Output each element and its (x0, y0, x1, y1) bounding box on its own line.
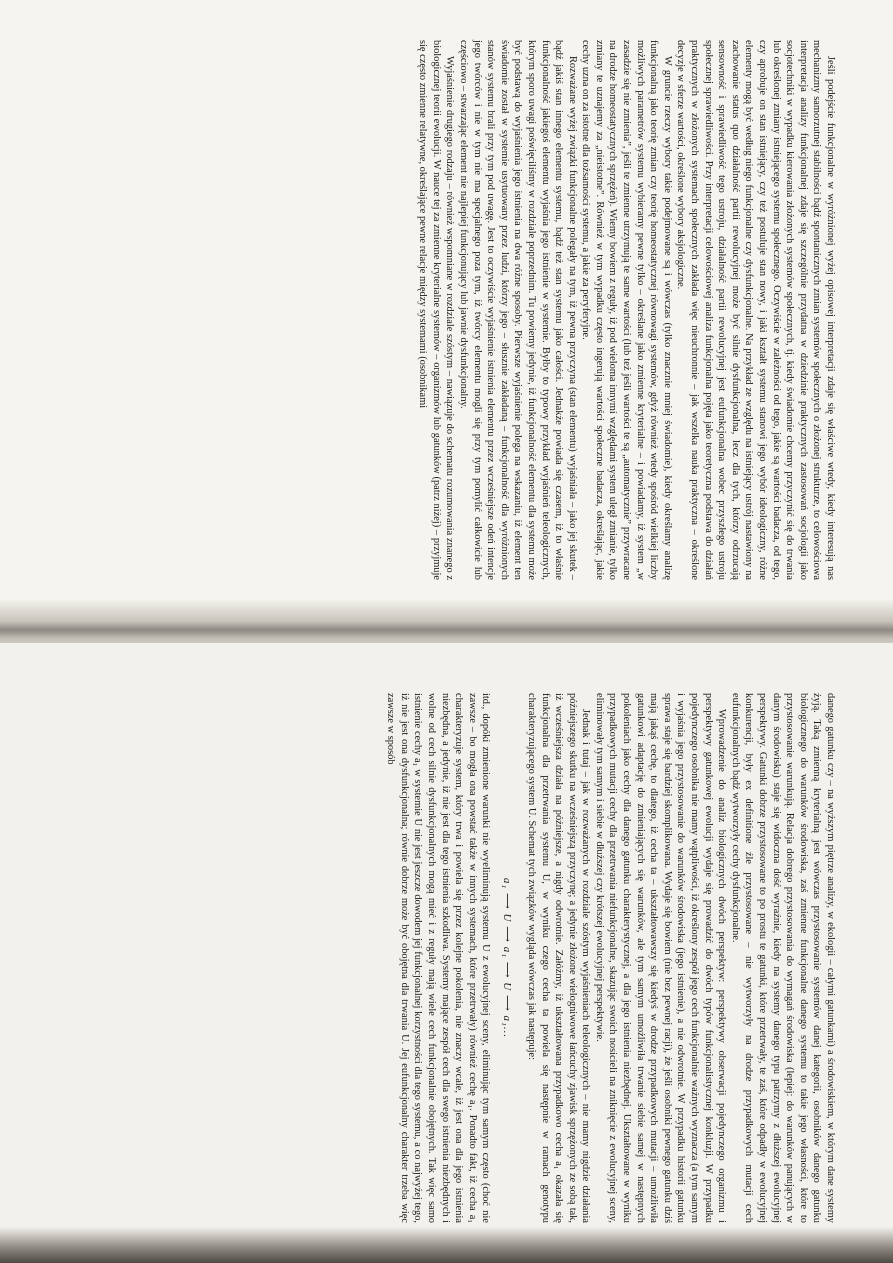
paragraph: Wyjaśnienie drugiego rodzaju – również wspomniane w rozdziale szóstym – nawiązuje do schematu rozumowania znanego z biologicznej teorii ewolucji. W nauce tej za zmienne kryterialne systemów – organizmów lub gatunków (patrz niżej) – przyjmuje się często zmienne relatywne, określające pewne relacje między systemami (osobnikami (417, 40, 456, 580)
paragraph: itd., dopóki zmienione warunki nie wyeliminują systemu U z ewolucyjnej sceny, eliminując tym samym często (choć nie zawsze – bo mogła ona powstać także w innych systemach, które przetrwały) również cechę a₁. Ponadto fakt, iż cecha a₁ charakteryzuje system, który trwa i powiela się przez kolejne pokolenia, nie znaczy wcale, iż jest ona dla jego istnienia niezbędna, a jedynie, iż nie jest dla tego istnienia szkodliwa. Systemy mające zespół cech dla swego istnienia niezbędnych i wolne od cech silnie dysfunkcjonalnych mogą mieć i z reguły mają wiele cech funkcjonalnie obojętnych. Tak więc samo istnienie cechy a₁ w systemie U nie jest jeszcze dowodem jej funkcjonalnej korzystności dla tego systemu, a co najwyżej tego, iż nie jest ona dysfunkcjonalna; równie dobrze może być obojętna dla trwania U. Jej eufunkcjonalny charakter trzeba więc zawsze w sposób (385, 693, 492, 1223)
paragraph: Jednak i tutaj – jak w rozważanych w rozdziale szóstym wyjaśnieniach teleologicznych – nie mamy nigdzie działania późniejszego skutku na wcześniejszą przyczynę; a jedynie złożone wielogniwowe łańcuchy zjawisk sprzężonych ze sobą tak, iż wcześniejsza działa na późniejsze, a nigdy odwrotnie. Załóżmy, iż ukształtowana przypadkowo cecha a₁ okazała się funkcjonalna dla przetrwania systemu U, w wyniku czego cecha ta powiela się następnie w ramach genotypu charakteryzującego system U. Schemat tych związków wygląda wówczas jak następuje: (525, 693, 592, 1223)
right-text-column (34, 693, 837, 1223)
page-edge-shadow (0, 1227, 893, 1263)
paragraph: Jeśli podejście funkcjonalne w wyróżnionej wyżej opisowej interpretacji zdaje się właściwe wtedy, kiedy interesują nas mechanizmy samorzutnej stabilności bądź spontanicznych zmian systemów społecznych o złożonej strukturze, to celowościowa interpretacja analizy funkcjonalnej zdaje się szczególnie przydatna w dziedzinie praktycznych zastosowań socjologii jako socjotechniki w wypadku kierowania złożonych systemów społecznych, tj. kiedy świadomie chcemy przyczynić się do trwania lub określonej zmiany istniejącego systemu społecznego. Oczywiście w zależności od tego, jakie są wartości badacza, od tego, czy aprobuje on stan istniejący, czy też postuluje stan nowy, i jaki kształt systemu stanowi jego wybór ideologiczny, różne elementy mogą być według niego funkcjonalne czy dysfunkcjonalne. Na przykład ze względu na istniejący ustrój nastawiony na zachowanie status quo działalność partii rewolucyjnej może być silnie dysfunkcjonalna, lecz dla tych, którzy odrzucają sensowność i sprawiedliwość tego ustroju, działalność partii rewolucyjnej jest eufunkcjonalna wobec przyszłego ustroju społecznej sprawiedliwości. Przy interpretacji celowościowej analiza funkcjonalna pojęta jako teoretyczna podstawa do działań praktycznych w złożonych systemach społecznych zakłada więc nieuchronnie – jak wszelka nauka praktyczna – określone decyzje w sferze wartości, określone wybory aksjologiczne. (675, 40, 836, 580)
paragraph: Rozważane wyżej związki funkcjonalne polegały na tym, iż pewna przyczyna (stan elementu) wyjaśniała – jako jej skutek – bądź jakiś stan innego elementu systemu, bądź też stan systemu jako całości. Jednakże powiada się czasem, iż to właśnie funkcjonalność jakiegoś elementu wyjaśnia jego istnienie w systemie. Byłby to typowy przykład wyjaśnień teleologicznych, którym sporo uwagi poświęciliśmy w rozdziale poprzednim. Tu powiemy jedynie, iż funkcjonalność elementu dla systemu może być podstawą do wyjaśnienia jego istnienia na dwa różne sposoby. Pierwsze wyjaśnienie polega na wskazaniu, iż element ten świadomie został w systemie usytuowany przez ludzi, którzy jego – słusznie zakładaną – funkcjonalność dla wyróżnionych stanów systemu brali przy tym pod uwagę. Jest to oczywiście wyjaśnienie istnienia elementu przez wcześniejsze odeń intencje jego twórców i nie w tym nie ma specjalnego poza tym, iż twórcy elementu mogli się przy tym pomylić całkowicie lub częściowo – stwarzając element nie najlepiej funkcjonujący lub jawnie dysfunkcjonalny. (457, 40, 578, 580)
right-page (0, 643, 893, 1263)
paragraph: W gruncie rzeczy wybory takie podejmowane są i wówczas (tylko znacznie mniej świadomie), kiedy określamy analizę funkcjonalną jako teorię zmian czy teorię homeostatycznej równowagi systemów, gdyż również wtedy spośród wielkiej liczby możliwych parametrów systemu wybieramy pewne tylko – określane jako zmienne kryterialne – i powiadamy, iż system „w zasadzie się nie zmienia”, jeśli te zmienne utrzymują te same wartości (lub też jeśli wartości te są „automatycznie” przywracane na drodze homeostatycznych sprzężeń). Wiemy bowiem z reguły, iż pod wieloma innymi względami system uległ zmianie, tylko zmiany te uznajemy za „nieistotne”. Również w tym wypadku często ingerują wartości społeczne badacza, określając, jakie cechy uzna on za istotne dla tożsamości systemu, a jakie za peryferyjne. (580, 40, 673, 580)
left-text-column (34, 40, 837, 580)
paragraph: danego gatunku czy – na wyższym piętrze analizy, w ekologii – całymi gatunkami) a środowiskiem, w którym dane systemy żyją. Taką zmienną kryterialną jest wówczas przystosowanie systemów danej kategorii, osobników danego gatunku biologicznego do warunków środowiska, zaś zmienne funkcjonalne danego systemu to takie jego własności, które to przystosowanie warunkują. Relacja dobrego przystosowania do wymagań środowiska (lepiej: do warunków panujących w danym środowisku) staje się widoczna dość wyraźnie, kiedy na systemy danego typu patrzymy z dłuższej ewolucyjnej perspektywy. Gatunki dobrze przystosowane to po prostu te gatunki, które przetrwały, te zaś, które odpadły w ewolucyjnej konkurencji, były ex definitione źle przystosowane – nie wytworzyły na drodze przypadkowych mutacji cech eufunkcjonalnych bądź wytworzyły cechy dysfunkcjonalne. (729, 693, 836, 1223)
left-page (0, 0, 893, 620)
paragraph: Wprowadzenie do analiz biologicznych dwóch perspektyw: perspektywy obserwacji pojedynczego organizmu i perspektywy gatunkowej ewolucji wydaje się prowadzić do dwóch typów funkcjonalistycznej konkluzji. W przypadku pojedynczego osobnika nie mamy wątpliwości, iż określony zespół jego cech funkcjonalnie ważnych wyznacza (a tym samym i wyjaśnia jego przystosowanie do warunków środowiska (jego istnienie), a nie odwrotnie. W przypadku historii gatunku sprawa staje się bardziej skomplikowana. Wydaje się bowiem (nie bez pewnej racji), że jeśli osobniki pewnego gatunku dziś mają jakąś cechę, to dlatego, iż cecha ta – ukształtowawszy się kiedyś w drodze przypadkowych mutacji – umożliwiła gatunkowi adaptację do zmieniających się warunków, ale tym samym umożliwiła trwanie siebie samej w następnych pokoleniach jako cechy dla danego gatunku charakterystycznej, a dla jego istnienia niezbędnej. Ukształtowane w wyniku przypadkowych mutacji cechy dla przetrwania niefunkcjonalne, skazując swoich nosicieli na zniknięcie z ewolucyjnej sceny, eliminowały tym samym i siebie w dłuższej czy krótszej ewolucyjnej perspektywie. (593, 693, 728, 1223)
formula: a₁ ⟶ U ⟶ a₁ ⟶ U ⟶ a₁... (501, 877, 514, 1039)
